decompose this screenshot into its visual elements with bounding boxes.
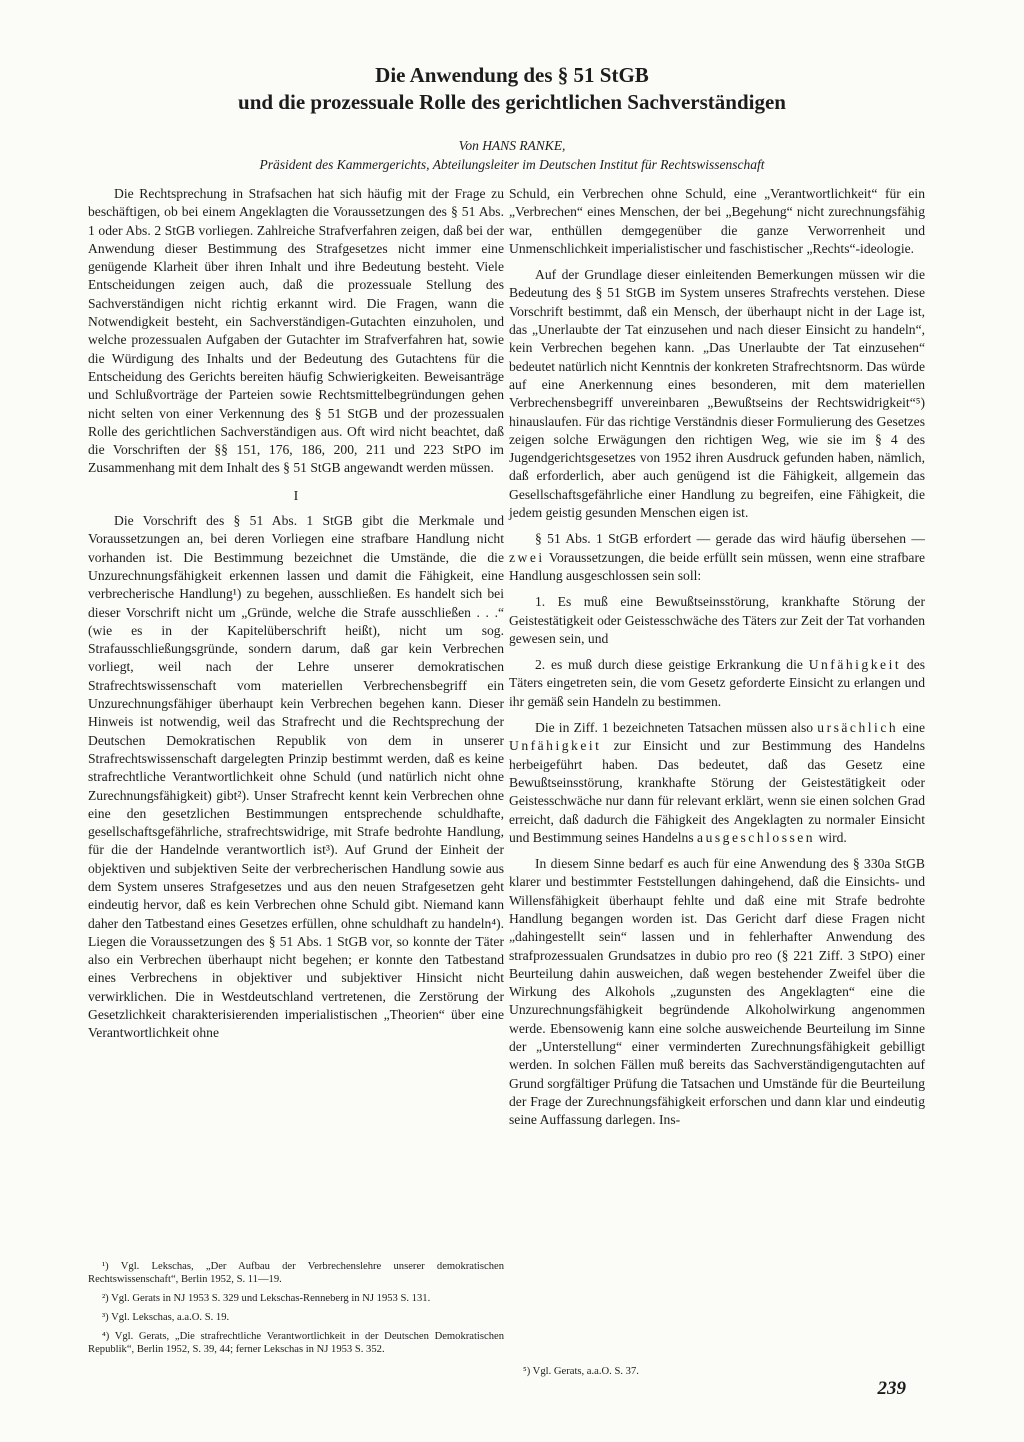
article-title [0,62,1024,116]
left-column [88,185,504,1051]
emphasis-spaced: Unfähigkeit [509,738,602,754]
text-segment: Voraussetzungen, die beide erfüllt sein müssen, wenn eine strafbare Handlung ausgeschlossen sein soll: [509,549,926,583]
list-item-2 [509,656,925,711]
footnote-3: ³) Vgl. Lekschas, a.a.O. S. 19. [102,1312,230,1323]
text-segment: Die in Ziff. 1 bezeichneten Tatsachen müssen also [535,720,814,736]
emphasis-spaced: Unfähigkeit [808,657,902,673]
text-segment: des Täters eingetreten sein, die vom Gesetz geforderte Einsicht zu erlangen und ihr gemäß sein Handeln zu bestimmen. [509,657,926,709]
footnote-5: ⁵) Vgl. Gerats, a.a.O. S. 37. [523,1366,639,1377]
byline [0,136,1024,174]
emphasis-spaced: ausgeschlossen [697,829,816,845]
text-segment: eine [902,720,925,736]
text-segment: wird. [818,829,847,845]
paragraph-grundlage: Auf der Grundlage dieser einleitenden Bemerkungen müssen wir die Bedeutung des § 51 StGB im System unseres Strafrechts verstehen. Diese Vorschrift bestimmt, daß ein Mensch, der überhaupt nicht in der Lage ist, das „Unerlaubte der Tat einzusehen und nach dieser Einsicht zu handeln“, kein Verbrechen begehen kann. „Das Unerlaubte der Tat einzusehen“ bedeutet natürlich nicht Kenntnis der konkreten Strafrechtsnorm. Das würde auf eine Anerkennung eines besonderen, mit dem materiellen Verbrechensbegriff unvereinbaren „Bewußtseins der Rechtswidrigkeit“⁵) hinauslaufen. Für das richtige Verständnis dieser Formulierung des Gesetzes zeigen solche Erwägungen den richtigen Weg, wie sie im § 4 des Jugendgerichtsgesetzes von 1952 ihren Ausdruck gefunden haben, nämlich, daß erforderlich, aber auch genügend ist die Fähigkeit, allgemein das Gesellschaftsgefährliche einer Handlung zu begreifen, eine Fähigkeit, die jedem geistig gesunden Menschen eigen ist. [509,267,925,521]
text-segment: zur Einsicht und zur Bestimmung des Handelns herbeigeführt haben. Das bedeutet, daß das Gesetz eine Bewußtseinsstörung, krankhafte Störung der Geistestätigkeit oder Geistesschwäche nur dann für relevant erklärt, wenn sie einen solchen Grad erreicht, daß dadurch die Fähigkeit des Angeklagten zu normaler Einsicht und Bestimmung seines Handelns [509,738,925,845]
right-column [509,185,925,1138]
section-heading-I: I [293,488,299,504]
author-affiliation: Präsident des Kammergerichts, Abteilungsleiter im Deutschen Institut für Rechtswissenschaft [259,157,765,172]
footnote-2: ²) Vgl. Gerats in NJ 1953 S. 329 und Lekschas-Renneberg in NJ 1953 S. 131. [102,1293,431,1304]
text-segment: § 51 Abs. 1 StGB erfordert — gerade das wird häufig übersehen — [535,531,925,547]
title-line-1: Die Anwendung des § 51 StGB [375,63,649,87]
emphasis-spaced: ursächlich [817,720,899,736]
paragraph-ziff [509,719,925,847]
footnote-4: ⁴) Vgl. Gerats, „Die strafrechtliche Verantwortlichkeit in der Deutschen Demokratischen Republik“, Berlin 1952, S. 39, 44; ferner Lekschas in NJ 1953 S. 352. [88,1331,504,1355]
footnote-1: ¹) Vgl. Lekschas, „Der Aufbau der Verbrechenslehre unserer demokratischen Rechtswissenschaft“, Berlin 1952, S. 11—19. [88,1261,504,1285]
emphasis-spaced: zwei [509,549,545,565]
list-item-1: 1. Es muß eine Bewußtseinsstörung, krankhafte Störung der Geistestätigkeit oder Geistesschwäche des Täters zur Zeit der Tat vorhanden gewesen sein, und [509,594,925,646]
paragraph-section-I: Die Vorschrift des § 51 Abs. 1 StGB gibt die Merkmale und Voraussetzungen an, bei deren Vorliegen eine strafbare Handlung nicht vorhanden ist. Die Bestimmung bezeichnet die Umstände, die die Unzurechnungsfähigkeit erkennen lassen und damit die Fähigkeit, eine verbrecherische Handlung¹) zu begehen, ausschließen. Es handelt sich bei dieser Vorschrift nicht um „Gründe, welche die Strafe ausschließen . . .“ (wie es in der Kapitelüberschrift heißt), nicht um sog. Strafausschließungsgründe, sondern darum, daß gar kein Verbrechen vorliegt, weil nach der Lehre unserer demokratischen Strafrechtswissenschaft vom materiellen Verbrechensbegriff ein Unzurechnungsfähiger überhaupt kein Verbrechen begehen kann. Dieser Hinweis ist notwendig, weil das Strafrecht und die Rechtsprechung der Deutschen Demokratischen Republik von dem in unserer Strafrechtswissenschaft dargelegten Prinzip bestimmt werden, daß es keine strafrechtliche Verantwortlichkeit ohne Schuld (und natürlich nicht ohne Zurechnungsfähigkeit) gibt²). Unser Strafrecht kennt kein Verbrechen ohne eine den gesetzlichen Bestimmungen entsprechende schuldhafte, gesellschaftsgefährliche, strafrechtswidrige, mit Strafe bedrohte Handlung, für die der Handelnde verantwortlich ist³). Auf Grund der Einheit der objektiven und subjektiven Seite der verbrecherischen Handlung sowie aus dem System unseres Strafgesetzes und aus den neuen Strafgesetzen geht eindeutig hervor, daß es kein Verbrechen ohne Schuld gibt. Niemand kann daher den Tatbestand eines Gesetzes erfüllen, ohne schuldhaft zu handeln⁴). Liegen die Voraussetzungen des § 51 Abs. 1 StGB vor, so konnte der Täter also ein Verbrechen überhaupt nicht begehen; er konnte den Tatbestand eines Verbrechens in objektiver und subjektiver Hinsicht nicht verwirklichen. Die in Westdeutschland vertretenen, die Zerstörung der Gesetzlichkeit charakterisierenden imperialistischen „Theorien“ über eine Verantwortlichkeit ohne [88,513,504,1041]
paragraph-continued: Schuld, ein Verbrechen ohne Schuld, eine „Verantwortlichkeit“ für ein „Verbrechen“ eines Menschen, der bei „Begehung“ nicht zurechnungsfähig war, enthüllen demgegenüber die ganze Verworrenheit und Unmenschlichkeit imperialistischer und faschistischer „Rechts“-ideologie. [509,186,925,256]
author: Von HANS RANKE, [458,138,566,153]
page-number: 239 [877,1378,906,1399]
footnotes-right [509,1365,925,1384]
paragraph-330a: In diesem Sinne bedarf es auch für eine Anwendung des § 330a StGB klarer und bestimmter Feststellungen dahingehend, daß die Einsichts- und Willensfähigkeit überhaupt fehlte und daß eine mit Strafe bedrohte Handlung begangen worden ist. Das Gericht darf diese Fragen nicht „dahingestellt sein“ lassen und in fehlerhafter Anwendung des strafprozessualen Grundsatzes in dubio pro reo (§ 221 Ziff. 3 StPO) einer Beurteilung dahin ausweichen, daß wegen bestehender Zweifel über die Wirkung des Alkohols „zugunsten des Angeklagten“ eine die Unzurechnungsfähigkeit begründende Alkoholwirkung angenommen werde. Ebensowenig kann eine solche ausweichende Beurteilung im Sinne der „Unterstellung“ einer verminderten Zurechnungsfähigkeit gebilligt werden. In solchen Fällen muß bereits das Sachverständigengutachten auf Grund sorgfältiger Prüfung die Tatsachen und Umstände für die Beurteilung der Frage der Zurechnungsfähigkeit erforschen und dann klar und eindeutig seine Auffassung darlegen. Ins- [509,856,925,1128]
title-line-2: und die prozessuale Rolle des gerichtlichen Sachverständigen [238,90,786,114]
footnotes-left [88,1260,504,1362]
paragraph-voraussetzungen [509,530,925,585]
paragraph-intro: Die Rechtsprechung in Strafsachen hat sich häufig mit der Frage zu beschäftigen, ob bei einem Angeklagten die Voraussetzungen des § 51 Abs. 1 oder Abs. 2 StGB vorliegen. Zahlreiche Strafverfahren zeigen, daß bei der Anwendung dieser Bestimmung des Strafgesetzes nicht immer eine genügende Klarheit über ihren Inhalt und ihre Bedeutung besteht. Viele Entscheidungen zeigen auch, daß die prozessuale Stellung des Sachverständigen nicht richtig erkannt wird. Die Fragen, wann die Notwendigkeit besteht, ein Sachverständigen-Gutachten einzuholen, und welche prozessualen Aufgaben der Gutachter im Strafverfahren hat, sowie die Würdigung des Inhalts und der Bedeutung des Gutachtens für die Entscheidung des Gerichts bereiten häufig Schwierigkeiten. Beweisanträge und Schlußvorträge der Parteien sowie Rechtsmittelbegründungen gehen nicht selten von einer Verkennung des § 51 StGB und der prozessualen Rolle des gerichtlichen Sachverständigen aus. Oft wird nicht beachtet, daß die Vorschriften der §§ 151, 176, 186, 200, 211 und 223 StPO im Zusammenhang mit dem Inhalt des § 51 StGB angewandt werden müssen. [88,186,504,476]
text-segment: 2. es muß durch diese geistige Erkrankung die [535,657,803,673]
